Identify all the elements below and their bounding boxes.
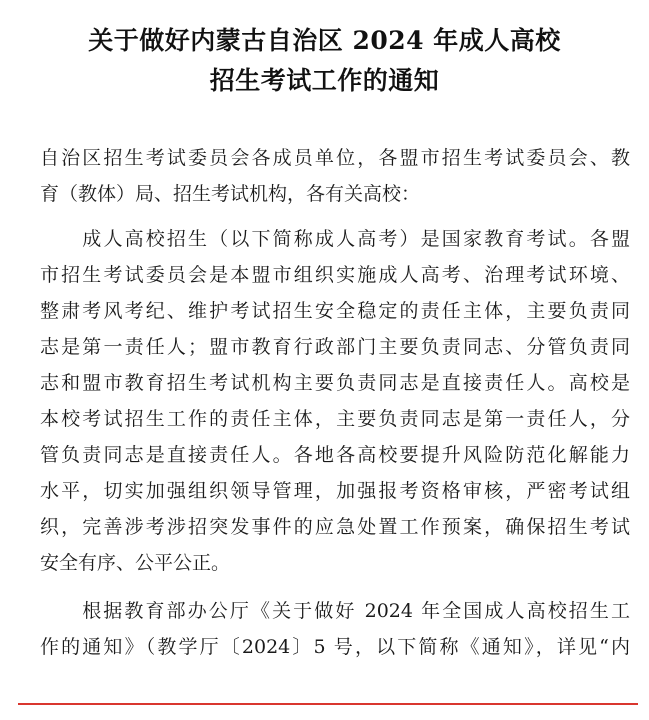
paragraph-1-line-2: 市招生考试委员会是本盟市组织实施成人高考、治理考试环境、 (40, 264, 630, 286)
paragraph-1-line-8: 水平，切实加强组织领导管理，加强报考资格审核，严密考试组 (40, 480, 630, 502)
paragraph-1-line-6: 本校考试招生工作的责任主体，主要负责同志是第一责任人，分 (40, 408, 630, 430)
red-divider-line (18, 703, 638, 705)
document-title-line-1: 关于做好内蒙古自治区 2024 年成人高校 (88, 26, 561, 55)
salutation-line-2: 育（教体）局、招生考试机构，各有关高校： (40, 183, 421, 205)
paragraph-1-line-9: 织，完善涉考涉招突发事件的应急处置工作预案，确保招生考试 (40, 516, 630, 538)
paragraph-2-line-1: 根据教育部办公厅《关于做好 2024 年全国成人高校招生工 (40, 600, 630, 622)
paragraph-1-line-7: 管负责同志是直接责任人。各地各高校要提升风险防范化解能力 (40, 444, 630, 466)
paragraph-1-line-4: 志是第一责任人；盟市教育行政部门主要负责同志、分管负责同 (40, 336, 630, 358)
salutation-line-1: 自治区招生考试委员会各成员单位，各盟市招生考试委员会、教 (40, 147, 630, 169)
document-title-line-2: 招生考试工作的通知 (209, 66, 440, 95)
paragraph-1-line-3: 整肃考风考纪、维护考试招生安全稳定的责任主体，主要负责同 (40, 300, 630, 322)
paragraph-1-line-5: 志和盟市教育招生考试机构主要负责同志是直接责任人。高校是 (40, 372, 630, 394)
paragraph-2-line-2: 作的通知》（教学厅〔2024〕5 号，以下简称《通知》，详见“内 (40, 636, 630, 658)
paragraph-1-line-1: 成人高校招生（以下简称成人高考）是国家教育考试。各盟 (40, 228, 630, 250)
paragraph-1-line-10: 安全有序、公平公正。 (40, 552, 231, 574)
